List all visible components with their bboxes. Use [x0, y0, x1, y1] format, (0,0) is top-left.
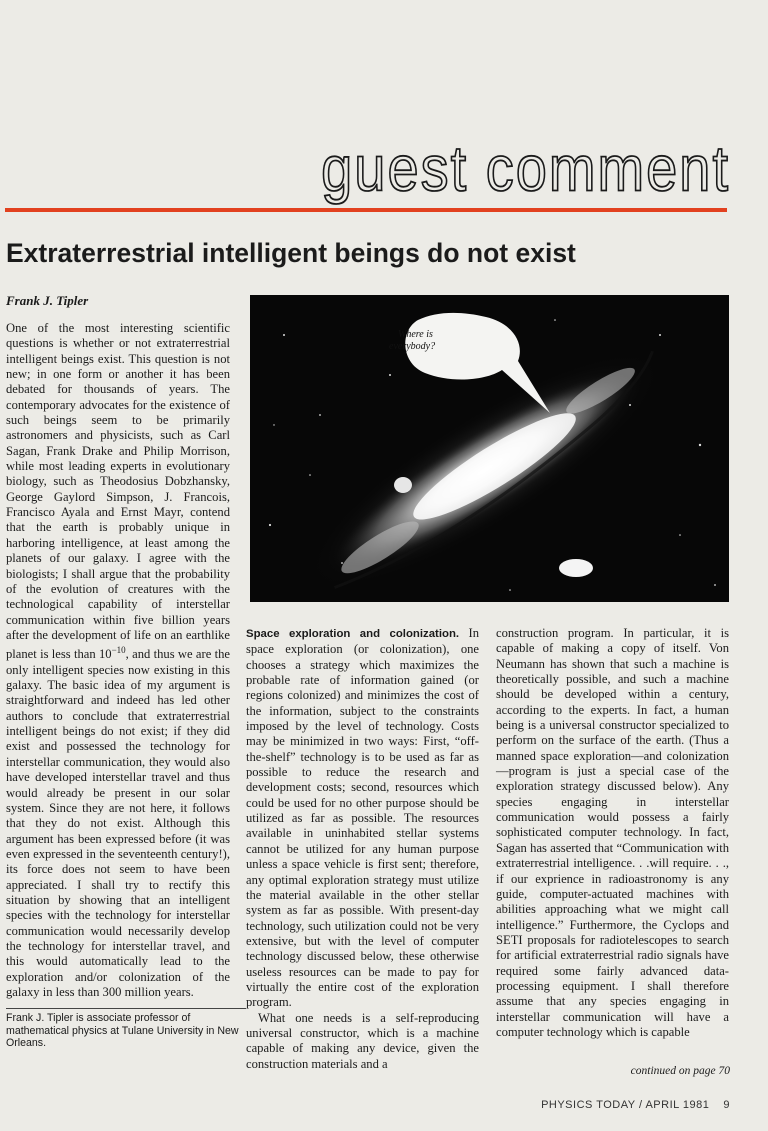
- column-1-text-b: , and thus we are the only intelligent species now existing in this galaxy. The basic idea of my argument is straightforward and indeed has led other authors to conclude that extraterrestrial intelligent beings do not exist; if they did exist and possessed the technology for interstellar communication, they would also have developed interstellar travel and thus would already be present in our solar system. Since they are not here, it follows that they do not exist. Although this argument has been expressed before (it was even expressed in the seventeenth century!), its force does not seem to have been appreciated. I shall try to rectify this situation by showing that an intelligent species with the technology for interstellar communication would necessarily develop the technology for interstellar travel, and this would automatically lead to the exploration and/or colonization of the galaxy in less than 300 million years.: [6, 647, 230, 999]
- author-footnote: Frank J. Tipler is associate professor of mathematical physics at Tulane University in New Orleans.: [6, 1008, 246, 1050]
- column-2: [246, 626, 479, 1072]
- section-heading: Space exploration and colonization.: [246, 628, 460, 640]
- column-2-text: In space exploration (or colonization), one chooses a strategy which maximizes the probable rate of information gained (or regions colonized) and minimizes the cost of the information, subject to the constraints imposed by the level of technology. Costs may be minimized in two ways: First, “off-the-shelf” technology is to be used as far as possible to reduce the research and development costs; second, resources which could be used for no other purpose should be utilized as far as possible. The resources available in uninhabited stellar systems cannot be utilized for any human purpose unless a space vehicle is first sent; therefore, any optimal exploration strategy must utilize the material available in the other stellar system as far as possible. With present-day technology, such utilization could not be very extensive, but with the level of computer technology discussed below, these otherwise useless resources can be made to pay for virtually the entire cost of the exploration program.: [246, 626, 479, 1010]
- column-2-paragraph-1: [246, 626, 479, 1011]
- continued-note: continued on page 70: [630, 1065, 730, 1077]
- satellite-galaxy-m110: [559, 559, 593, 577]
- bubble-line-1: Where is: [398, 329, 433, 340]
- bubble-line-2: everybody?: [389, 341, 436, 352]
- headline: Extraterrestrial intelligent beings do not exist: [6, 238, 576, 268]
- masthead-rule: [5, 208, 727, 212]
- column-1-text-a: One of the most interesting scientific questions is whether or not extraterrestrial intelligent beings exist. This question is not new; in one form or another it has been debated for thousands of years. The contemporary advocates for the existence of such beings seem to be primarily astronomers and physicists, such as Carl Sagan, Frank Drake and Philip Morrison, while most leading experts in evolutionary biology, such as Theodosius Dobzhansky, George Gaylord Simpson, J. Francois, Francisco Ayala and Ernst Mayr, contend that the earth is probably unique in harboring intelligence, at least among the planets of our galaxy. I agree with the biologists; I shall argue that the probability of the evolution of creatures with the technological capability of interstellar communication within five billion years after the development of life on an earthlike planet is less than: [6, 321, 230, 662]
- galaxy-photo: [250, 295, 729, 602]
- masthead: guest comment: [321, 131, 730, 205]
- exponent-base: 10: [99, 647, 112, 662]
- column-1-paragraph: [6, 321, 230, 1000]
- byline: Frank J. Tipler: [6, 293, 89, 308]
- column-3-paragraph: construction program. In particular, it is capable of making a copy of itself. Von Neumann has shown that such a machine is theoretically possible, and such a machine should be developed within a century, according to the experts. In fact, a human being is a universal constructor specialized to perform on the surface of the earth. (Thus a manned space exploration—and colonization—program is just a special case of the exploration strategy discussed below). Any species engaging in interstellar communication would possess a fairly sophisticated computer technology. In fact, Sagan has asserted that “Communication with extraterrestrial intelligence. . .will require. . ., if our exprience in radioastronomy is any guide, computer-actuated machines with abilities approaching what we might call intelligence.” Furthermore, the Cyclops and SETI proposals for radiotelescopes to search for artificial extraterrestrial radio signals have required some fairly advanced data-processing equipment. I shall therefore assume that any species engaging in interstellar communication will have a computer technology which is capable: [496, 626, 729, 1039]
- column-2-paragraph-2: What one needs is a self-reproducing universal constructor, which is a machine capable of making any device, given the construction materials and a: [246, 1010, 479, 1071]
- exponent: −10: [111, 645, 126, 656]
- page-footer: [541, 1099, 730, 1111]
- publication-line: PHYSICS TODAY / APRIL 1981: [541, 1099, 710, 1111]
- page-number: 9: [723, 1099, 730, 1111]
- satellite-galaxy-m32: [394, 477, 412, 493]
- column-1: [6, 321, 230, 1000]
- column-3: [496, 626, 729, 1040]
